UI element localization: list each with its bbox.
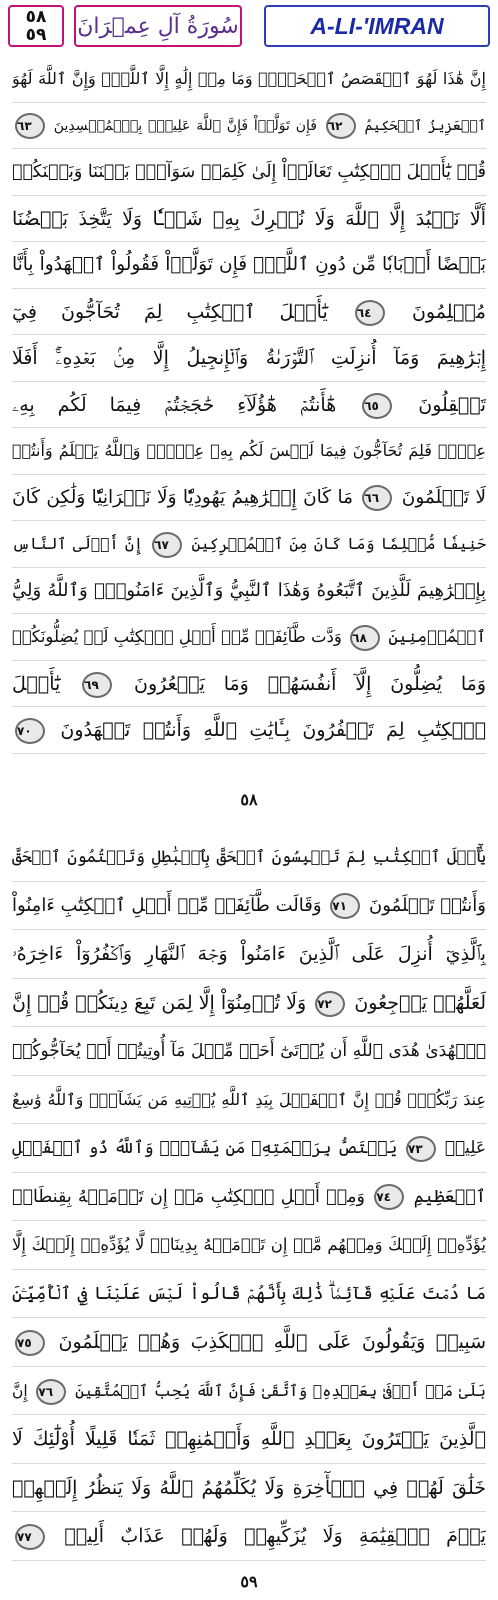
verse-text: بَعۡضًا أَرۡبَابٗا مِّن دُونِ ٱللَّهِۚ فَإِن تَوَلَّوۡاْ فَقُولُواْ ٱشۡهَدُواْ بِأَنَّا: [12, 254, 486, 275]
verse-text: يَٰٓأَهۡلَ: [12, 672, 61, 695]
verse-text: ٱلۡهُدَىٰ هُدَى ٱللَّهِ أَن يُؤۡتَىٰٓ أَحَدٞ مِّثۡلَ مَآ أُوتِيتُمۡ أَوۡ يُحَآجُّوكُمۡ: [12, 1041, 486, 1061]
ayah-number-marker: ٦٢: [326, 113, 356, 139]
page-number-top: ٥٨: [25, 7, 47, 27]
verse-text: لَا تَعۡلَمُونَ: [401, 486, 486, 508]
page-number-58: ٥٨: [240, 790, 258, 809]
verse-line: [12, 833, 486, 882]
verse-text: يَوۡمَ ٱلۡقِيَٰمَةِ وَلَا يُزَكِّيهِمۡ وَلَهُمۡ عَذَابٌ أَلِيمٞ: [64, 1525, 486, 1547]
ayah-number-marker: ٦٦: [362, 485, 392, 511]
verse-line: [12, 196, 486, 243]
surah-name-english: A-LI-'IMRAN: [264, 5, 490, 47]
verse-text: وَمَا يُضِلُّونَ إِلَّآ أَنفُسَهُمۡ وَمَا يَشۡعُرُونَ: [134, 672, 486, 695]
verse-text: إِنَّ: [12, 1381, 28, 1400]
verse-line: [12, 1367, 486, 1416]
verse-text: وَلَا تُؤۡمِنُوٓاْ إِلَّا لِمَن تَبِعَ دِينَكُمۡ قُلۡ إِنَّ: [12, 991, 307, 1014]
verse-text: عِندَ رَبِّكُمۡۗ قُلۡ إِنَّ ٱلۡفَضۡلَ بِيَدِ ٱللَّهِ يُؤۡتِيهِ مَن يَشَآءُۗ وَٱللَّهُ وَٰسِعٌ: [12, 1089, 486, 1109]
verse-line: [12, 382, 486, 429]
verse-text: بَلَىٰ مَنۡ أَوۡفَىٰ بِعَهۡدِهِۦ وَٱتَّقَىٰ فَإِنَّ ٱللَّهَ يُحِبُّ ٱلۡمُتَّقِينَ: [75, 1381, 486, 1400]
verse-text: وَدَّت طَّآئِفَةٞ مِّنۡ أَهۡلِ ٱلۡكِتَٰبِ لَوۡ يُضِلُّونَكُمۡ: [12, 627, 342, 646]
page-59-text: [12, 833, 486, 1561]
verse-line: [12, 289, 486, 336]
verse-line: [12, 882, 486, 931]
verse-text: مَا كَانَ إِبۡرَٰهِيمُ يَهُودِيّٗا وَلَا نَصۡرَانِيّٗا وَلَٰكِن كَانَ: [12, 486, 354, 508]
verse-text: خَلَٰقَ لَهُمۡ فِي ٱلۡأٓخِرَةِ وَلَا يُكَلِّمُهُمُ ٱللَّهُ وَلَا يَنظُرُ إِلَيۡهِمۡ: [12, 1476, 486, 1499]
verse-text: فَإِن تَوَلَّوۡاْ فَإِنَّ ٱللَّهَ عَلِيمُۢ بِٱلۡمُفۡسِدِينَ: [53, 117, 317, 134]
ayah-number-marker: ٧٣: [406, 1136, 436, 1162]
verse-text: وَمِنۡ أَهۡلِ ٱلۡكِتَٰبِ مَنۡ إِن تَأۡمَنۡهُ بِقِنطَارٖ: [12, 1186, 366, 1207]
page-number-badge: [8, 5, 64, 47]
verse-text: سَبِيلٞ وَيَقُولُونَ عَلَى ٱللَّهِ ٱلۡكَذِبَ وَهُمۡ يَعۡلَمُونَ: [58, 1331, 486, 1353]
verse-line: [12, 1027, 486, 1076]
ayah-number-marker: ٦٣: [15, 113, 45, 139]
verse-line: [12, 56, 486, 103]
verse-text: عَلِيمٞ: [444, 1138, 486, 1158]
verse-text: إِبۡرَٰهِيمَ وَمَآ أُنزِلَتِ ٱلتَّوۡرَىٰةُ وَٱلۡإِنجِيلُ إِلَّا مِنۢ بَعۡدِهِۦٓۚ أَفَلَا: [12, 347, 486, 369]
verse-line: [12, 707, 486, 754]
verse-text: حَنِيفٗا مُّسۡلِمٗا وَمَا كَانَ مِنَ ٱلۡمُشۡرِكِينَ: [191, 535, 486, 553]
page-header: [8, 5, 490, 47]
verse-text: يَٰٓأَهۡلَ ٱلۡكِتَٰبِ لِمَ تُحَآجُّونَ فِيٓ: [12, 300, 328, 323]
verse-text: مُسۡلِمُونَ: [411, 300, 486, 323]
ayah-number-marker: ٧٢: [315, 991, 345, 1017]
ayah-number-marker: ٦٧: [152, 532, 182, 558]
verse-text: أَلَّا نَعۡبُدَ إِلَّا ٱللَّهَ وَلَا نُشۡرِكَ بِهِۦ شَيۡـٔٗا وَلَا يَتَّخِذَ بَعۡضُنَا: [12, 207, 486, 230]
verse-text: مَا دُمۡتَ عَلَيۡهِ قَآئِمٗاۗ ذَٰلِكَ بِأَنَّهُمۡ قَالُواْ لَيۡسَ عَلَيۡنَا فِي ٱلۡأُمِّيِّـۧنَ: [12, 1283, 486, 1304]
verse-line: [12, 428, 486, 475]
verse-line: [12, 1221, 486, 1270]
verse-text: إِنَّ هَٰذَا لَهُوَ ٱلۡقَصَصُ ٱلۡحَقُّۚ وَمَا مِنۡ إِلَٰهٍ إِلَّا ٱللَّهُۚ وَإِنَّ ٱللَّهَ لَهُوَ: [12, 69, 486, 88]
verse-line: [12, 661, 486, 708]
verse-text: إِنَّ أَوۡلَى ٱلنَّاسِ: [12, 535, 143, 553]
ayah-number-marker: ٧٧: [15, 1524, 45, 1550]
ayah-number-marker: ٦٨: [350, 625, 380, 651]
verse-line: [12, 521, 486, 568]
verse-text: يَٰٓأَهۡلَ ٱلۡكِتَٰبِ لِمَ تَلۡبِسُونَ ٱلۡحَقَّ بِٱلۡبَٰطِلِ وَتَكۡتُمُونَ ٱلۡحَقَّ: [12, 847, 486, 866]
ayah-number-marker: ٧١: [330, 893, 360, 919]
verse-text: ٱلۡعَزِيزُ ٱلۡحَكِيمُ: [364, 117, 486, 134]
ayah-number-marker: ٦٩: [82, 672, 112, 698]
verse-line: [12, 1464, 486, 1513]
ayah-number-marker: ٧٦: [36, 1379, 66, 1405]
verse-text: هَٰٓأَنتُمۡ هَٰٓؤُلَآءِ حَٰجَجۡتُمۡ فِيمَا لَكُم بِهِۦ: [12, 393, 337, 416]
verse-text: عِلۡمٞ فَلِمَ تُحَآجُّونَ فِيمَا لَيۡسَ لَكُم بِهِۦ عِلۡمٞۚ وَٱللَّهُ يَعۡلَمُ وَأَنتُمۡ: [12, 441, 486, 460]
verse-line: [12, 1415, 486, 1464]
ayah-number-marker: ٧٥: [15, 1330, 45, 1356]
verse-text: وَأَنتُمۡ تَعۡلَمُونَ: [369, 894, 486, 916]
verse-text: ٱلَّذِينَ يَشۡتَرُونَ بِعَهۡدِ ٱللَّهِ وَأَيۡمَٰنِهِمۡ ثَمَنٗا قَلِيلًا أُوْلَٰٓئِكَ لَا: [12, 1428, 486, 1450]
verse-text: قُلۡ يَٰٓأَهۡلَ ٱلۡكِتَٰبِ تَعَالَوۡاْ إِلَىٰ كَلِمَةٖ سَوَآءِۭ بَيۡنَنَا وَبَيۡنَكُمۡ: [12, 162, 486, 182]
surah-name-arabic: سُورَةُ آلِ عِمۡرَانَ: [74, 5, 242, 47]
verse-line: [12, 614, 486, 661]
verse-line: [12, 1173, 486, 1222]
ayah-number-marker: ٦٥: [362, 393, 392, 419]
ayah-number-marker: ٦٤: [355, 300, 385, 326]
verse-line: [12, 149, 486, 196]
verse-line: [12, 242, 486, 289]
verse-line: [12, 475, 486, 522]
ayah-number-marker: ٧٤: [374, 1184, 404, 1210]
verse-line: [12, 568, 486, 615]
page-number-bottom: ٥٩: [25, 25, 47, 45]
verse-line: [12, 1318, 486, 1367]
page-58-text: [12, 56, 486, 754]
verse-text: يَخۡتَصُّ بِرَحۡمَتِهِۦ مَن يَشَآءُۗ وَٱللَّهُ ذُو ٱلۡفَضۡلِ: [12, 1138, 398, 1158]
verse-text: بِإِبۡرَٰهِيمَ لَلَّذِينَ ٱتَّبَعُوهُ وَهَٰذَا ٱلنَّبِيُّ وَٱلَّذِينَ ءَامَنُواْۗ وَٱللَّهُ وَلِيُّ: [12, 579, 486, 601]
verse-text: ٱلۡكِتَٰبِ لِمَ تَكۡفُرُونَ بِـَٔايَٰتِ ٱللَّهِ وَأَنتُمۡ تَشۡهَدُونَ: [60, 719, 486, 741]
verse-line: [12, 103, 486, 150]
verse-text: لَعَلَّهُمۡ يَرۡجِعُونَ: [354, 991, 486, 1014]
ayah-number-marker: ٧٠: [15, 718, 45, 744]
verse-text: يُؤَدِّهِۦٓ إِلَيۡكَ وَمِنۡهُم مَّنۡ إِن تَأۡمَنۡهُ بِدِينَارٖ لَّا يُؤَدِّهِۦٓ إِلَيۡكَ إِلَّا: [12, 1235, 486, 1254]
page-number-59: ٥٩: [240, 1572, 258, 1591]
verse-line: [12, 1124, 486, 1173]
verse-text: بِٱلَّذِيٓ أُنزِلَ عَلَى ٱلَّذِينَ ءَامَنُواْ وَجۡهَ ٱلنَّهَارِ وَٱكۡفُرُوٓاْ ءَاخِرَهُۥ: [12, 943, 486, 965]
verse-line: [12, 1270, 486, 1319]
verse-text: ٱلۡمُؤۡمِنِينَ: [388, 627, 486, 646]
verse-text: تَعۡقِلُونَ: [418, 393, 486, 416]
verse-text: وَقَالَت طَّآئِفَةٞ مِّنۡ أَهۡلِ ٱلۡكِتَٰبِ ءَامِنُواْ: [12, 894, 322, 916]
verse-text: ٱلۡعَظِيمِ: [413, 1186, 486, 1207]
verse-line: [12, 1076, 486, 1125]
verse-line: [12, 930, 486, 979]
verse-line: [12, 979, 486, 1028]
verse-line: [12, 335, 486, 382]
verse-line: [12, 1512, 486, 1561]
